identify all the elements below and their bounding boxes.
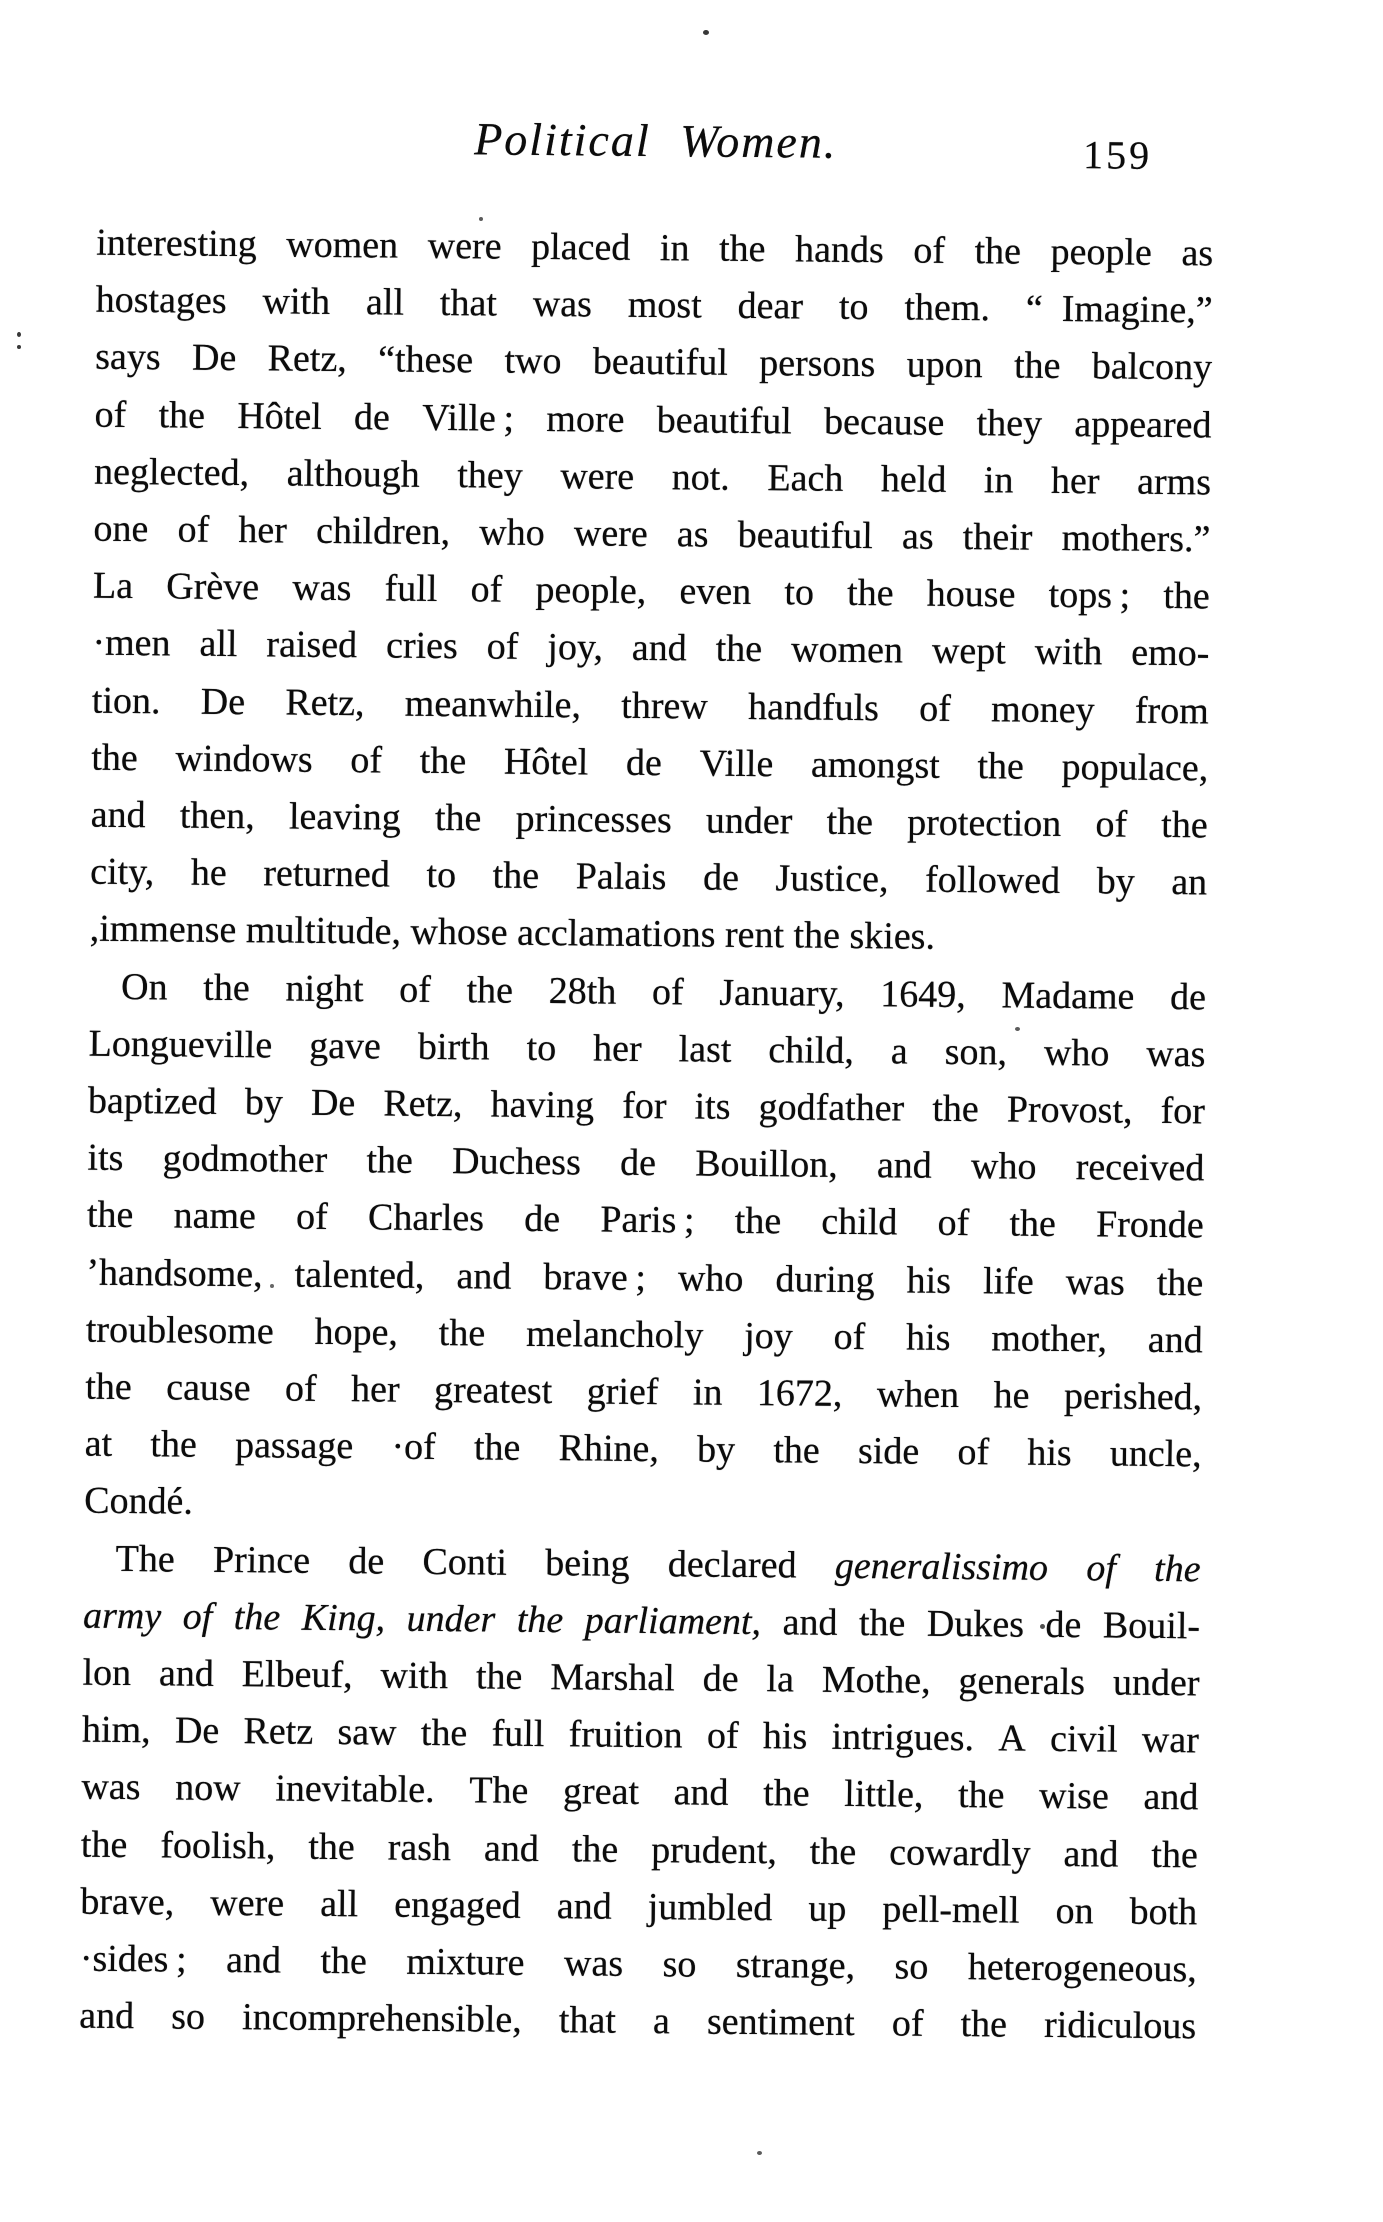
text-line: La Grève was full of people, even to the house tops ; the [92,564,1210,618]
scan-speck [17,345,21,349]
page-content [77,0,1215,2222]
text-line: army of the King, under the parliament, and the Dukes de Bouil- [82,1594,1201,1648]
text-line: was now inevitable. The great and the little, the wise and [81,1766,1199,1819]
text-line: of the Hôtel de Ville ; more beautiful because they appeared [94,393,1212,447]
text-line: On the night of the 28th of January, 1649, Madame de [120,965,1207,1019]
text-line: The Prince de Conti being declared generalissimo of the [115,1537,1201,1591]
text-line: ·sides ; and the mixture was so strange, so heterogeneous, [79,1937,1197,1991]
text-line: ,immense multitude, whose acclamations rent the skies. [89,908,936,959]
text-line: its godmother the Duchess de Bouillon, and who received [87,1136,1205,1190]
text-line: one of her children, who were as beautiful as their mothers.” [93,507,1211,561]
text-line: lon and Elbeuf, with the Marshal de la Mothe, generals under [82,1651,1200,1705]
text-line: brave, were all engaged and jumbled up pell-mell on both [80,1880,1198,1934]
text-line: city, he returned to the Palais de Justice, followed by an [90,850,1208,904]
page-number: 159 [1082,132,1153,178]
text-line: hostages with all that was most dear to them. “ Imagine,” [95,278,1213,332]
text-line: the foolish, the rash and the prudent, the cowardly and the [80,1823,1199,1877]
text-line: ’handsome, talented, and brave ; who during his life was the [86,1251,1204,1305]
page-title: Political Women. [473,113,838,168]
text-line: baptized by De Retz, having for its godfather the Provost, for [87,1079,1206,1133]
text-line: the windows of the Hôtel de Ville amongst the populace, [91,736,1209,790]
text-line: Longueville gave birth to her last child, a son, who was [88,1022,1206,1076]
text-line: ·men all raised cries of joy, and the women wept with emo- [92,622,1210,675]
text-line: the cause of her greatest grief in 1672, when he perished, [85,1365,1203,1419]
text-line: interesting women were placed in the hands of the people as [96,221,1214,275]
text-line: and then, leaving the princesses under the protection of the [90,793,1208,847]
text-block [79,215,1214,2056]
text-line: tion. De Retz, meanwhile, threw handfuls of money from [91,679,1209,733]
scan-speck [17,332,21,337]
text-line: says De Retz, “these two beautiful persons upon the balcony [94,336,1213,389]
text-line: Condé. [84,1480,194,1524]
text-line: the name of Charles de Paris ; the child of the Fronde [86,1194,1204,1247]
text-line: troublesome hope, the melancholy joy of his mother, and [85,1308,1203,1362]
text-line: neglected, although they were not. Each held in her arms [93,450,1212,504]
text-line: and so incomprehensible, that a sentiment of the ridiculous [79,1994,1197,2048]
running-header [97,111,1215,184]
text-line: him, De Retz saw the full fruition of his intrigues. A civil war [81,1708,1200,1762]
text-line: at the passage ·of the Rhine, by the side of his uncle, [84,1422,1202,1476]
